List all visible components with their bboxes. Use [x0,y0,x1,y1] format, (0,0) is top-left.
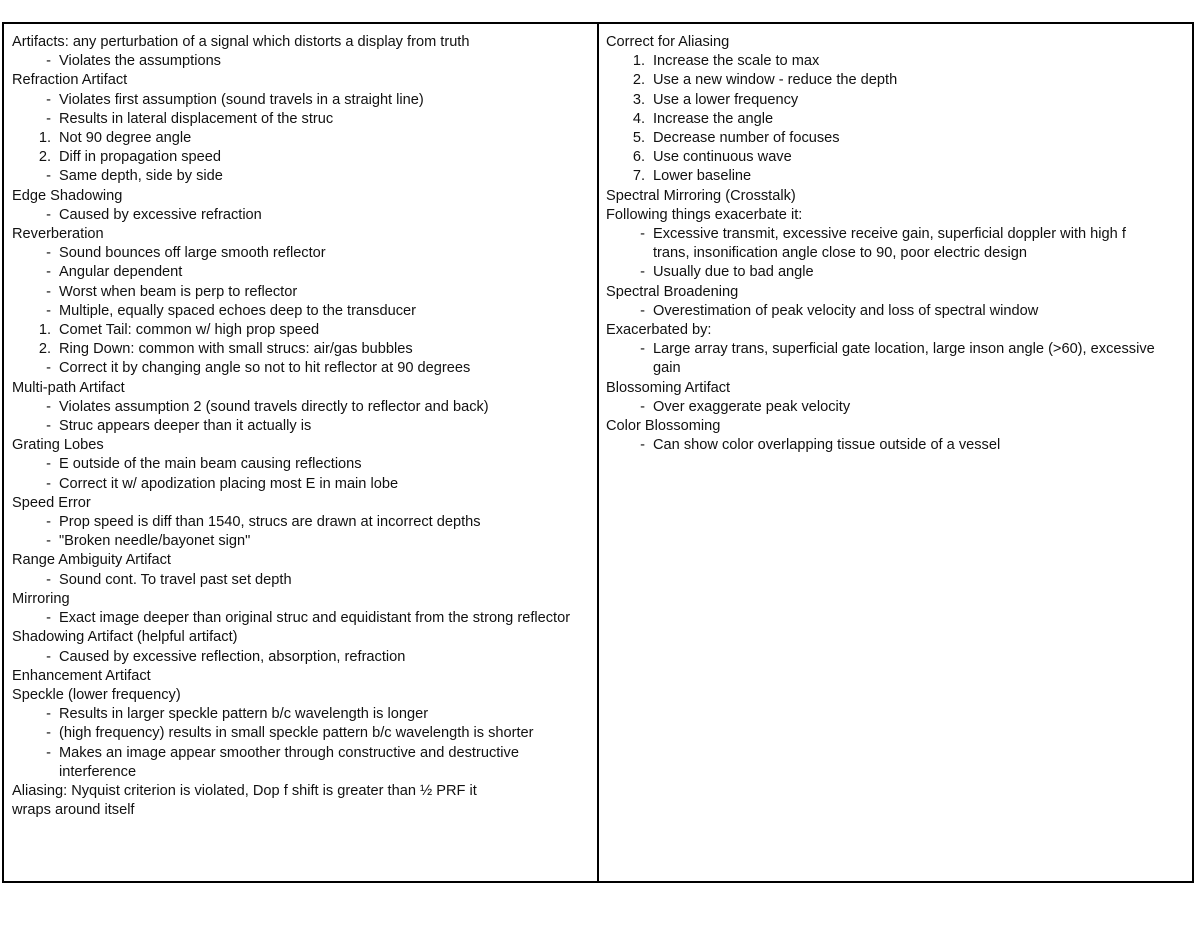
heading-line: Correct for Aliasing [606,34,730,50]
bullet-item [12,532,597,551]
heading-line: Range Ambiguity Artifact [12,552,171,569]
bullet-item [12,206,597,225]
bullet-item [12,398,597,417]
item-text: Struc appears deeper than it actually is [59,418,312,435]
item-text: Diff in propagation speed [59,149,221,166]
item-text: Use a new window - reduce the depth [653,72,898,89]
item-text: Sound cont. To travel past set depth [59,571,292,588]
item-text: Ring Down: common with small strucs: air/gas bubbles [59,341,413,358]
item-text: Not 90 degree angle [59,130,192,147]
item-text: Correct it w/ apodization placing most E in main lobe [59,475,399,492]
list-number: 2. [632,72,645,89]
dash-bullet: - [46,264,51,281]
item-text: Angular dependent [59,264,183,281]
bullet-item [12,244,597,263]
numbered-item [606,91,1192,110]
heading-line: Refraction Artifact [12,72,128,89]
bullet-item [12,724,597,743]
bullet-item [12,571,597,590]
dash-bullet: - [46,245,51,262]
dash-bullet: - [640,302,645,319]
list-number: 1. [632,53,645,70]
list-number: 2. [38,149,51,166]
numbered-item [606,148,1192,167]
numbered-item [606,71,1192,90]
numbered-item [606,52,1192,71]
item-text: Increase the angle [653,110,774,127]
bullet-item [12,283,597,302]
dash-bullet: - [46,706,51,723]
item-text: Makes an image appear smoother through constructive and destructive interference [59,744,519,780]
bullet-item [12,475,597,494]
dash-bullet: - [46,648,51,665]
dash-bullet: - [640,226,645,243]
item-text: Correct it by changing angle so not to hit reflector at 90 degrees [59,360,471,377]
item-text: E outside of the main beam causing reflections [59,456,362,473]
dash-bullet: - [46,302,51,319]
dash-bullet: - [46,168,51,185]
item-text: Decrease number of focuses [653,130,840,147]
heading-line: Aliasing: Nyquist criterion is violated, Dop f shift is greater than ½ PRF it [12,782,477,799]
list-number: 4. [632,110,645,127]
numbered-item [606,129,1192,148]
bullet-item [12,455,597,474]
bullet-item [12,110,597,129]
numbered-item [12,321,597,340]
item-text: Overestimation of peak velocity and loss of spectral window [653,302,1039,319]
dash-bullet: - [46,571,51,588]
dash-bullet: - [46,91,51,108]
bullet-item [12,302,597,321]
bullet-item [12,705,597,724]
bullet-item [606,340,1192,378]
bullet-item [606,436,1192,455]
numbered-item [12,148,597,167]
item-text: Lower baseline [653,168,752,185]
list-number: 5. [632,130,645,147]
dash-bullet: - [640,264,645,281]
item-text: Prop speed is diff than 1540, strucs are drawn at incorrect depths [59,514,481,531]
bullet-item [12,609,597,628]
numbered-item [12,129,597,148]
bullet-item [12,167,597,186]
bullet-item [12,359,597,378]
item-text: Worst when beam is perp to reflector [59,283,298,300]
dash-bullet: - [640,437,645,454]
dash-bullet: - [46,398,51,415]
dash-bullet: - [46,418,51,435]
heading-line: Color Blossoming [606,418,721,435]
heading-line: Multi-path Artifact [12,379,125,396]
item-text: Violates assumption 2 (sound travels directly to reflector and back) [59,398,489,415]
heading-line: Spectral Broadening [606,283,739,300]
item-text: "Broken needle/bayonet sign" [59,533,251,550]
list-number: 3. [632,91,645,108]
bullet-item [606,302,1192,321]
list-number: 7. [632,168,645,185]
item-text: Large array trans, superficial gate location, large inson angle (>60), excessive gain [653,341,1155,377]
dash-bullet: - [46,456,51,473]
bullet-item [12,417,597,436]
item-text: Excessive transmit, excessive receive gain, superficial doppler with high f trans, insonification angle close to 90, poor electric design [653,226,1126,262]
numbered-item [606,110,1192,129]
heading-line: Blossoming Artifact [606,379,731,396]
heading-line: Grating Lobes [12,437,104,454]
item-text: Results in larger speckle pattern b/c wavelength is longer [59,706,429,723]
bullet-item [12,648,597,667]
dash-bullet: - [46,283,51,300]
item-text: Violates the assumptions [59,53,221,70]
dash-bullet: - [46,360,51,377]
bullet-item [12,91,597,110]
bullet-item [12,52,597,71]
item-text: Same depth, side by side [59,168,223,185]
bullet-item [12,513,597,532]
dash-bullet: - [46,610,51,627]
item-text: Use a lower frequency [653,91,799,108]
bullet-item [12,744,597,782]
list-number: 1. [38,322,51,339]
heading-line: Following things exacerbate it: [606,206,803,223]
item-text: (high frequency) results in small speckle pattern b/c wavelength is shorter [59,725,534,742]
item-text: Results in lateral displacement of the struc [59,110,334,127]
heading-line: Mirroring [12,590,70,607]
heading-line: Speed Error [12,494,91,511]
dash-bullet: - [46,533,51,550]
heading-line: Reverberation [12,226,104,243]
item-text: Comet Tail: common w/ high prop speed [59,322,320,339]
item-text: Caused by excessive reflection, absorption, refraction [59,648,406,665]
bullet-item [606,225,1192,263]
item-text: Usually due to bad angle [653,264,814,281]
left-column [4,24,599,881]
dash-bullet: - [46,725,51,742]
item-text: Violates first assumption (sound travels in a straight line) [59,91,424,108]
heading-line: Edge Shadowing [12,187,123,204]
heading-line: Shadowing Artifact (helpful artifact) [12,629,238,646]
item-text: Increase the scale to max [653,53,820,70]
item-text: Exact image deeper than original struc and equidistant from the strong reflector [59,610,571,627]
bullet-item [12,263,597,282]
dash-bullet: - [46,206,51,223]
dash-bullet: - [640,398,645,415]
dash-bullet: - [640,341,645,358]
dash-bullet: - [46,475,51,492]
dash-bullet: - [46,110,51,127]
dash-bullet: - [46,744,51,761]
list-number: 1. [38,130,51,147]
heading-line: Artifacts: any perturbation of a signal which distorts a display from truth [12,34,470,50]
list-number: 2. [38,341,51,358]
item-text: Over exaggerate peak velocity [653,398,851,415]
heading-line: Enhancement Artifact [12,667,151,684]
notes-table [2,22,1194,883]
item-text: Caused by excessive refraction [59,206,262,223]
item-text: Can show color overlapping tissue outside of a vessel [653,437,1001,454]
bullet-item [606,263,1192,282]
bullet-item [606,398,1192,417]
item-text: Multiple, equally spaced echoes deep to the transducer [59,302,416,319]
heading-line: Spectral Mirroring (Crosstalk) [606,187,796,204]
right-column [599,24,1192,881]
item-text: Use continuous wave [653,149,792,166]
heading-line: wraps around itself [12,802,135,819]
dash-bullet: - [46,53,51,70]
item-text: Sound bounces off large smooth reflector [59,245,326,262]
numbered-item [12,340,597,359]
heading-line: Speckle (lower frequency) [12,686,181,703]
dash-bullet: - [46,514,51,531]
list-number: 6. [632,149,645,166]
numbered-item [606,167,1192,186]
heading-line: Exacerbated by: [606,322,712,339]
